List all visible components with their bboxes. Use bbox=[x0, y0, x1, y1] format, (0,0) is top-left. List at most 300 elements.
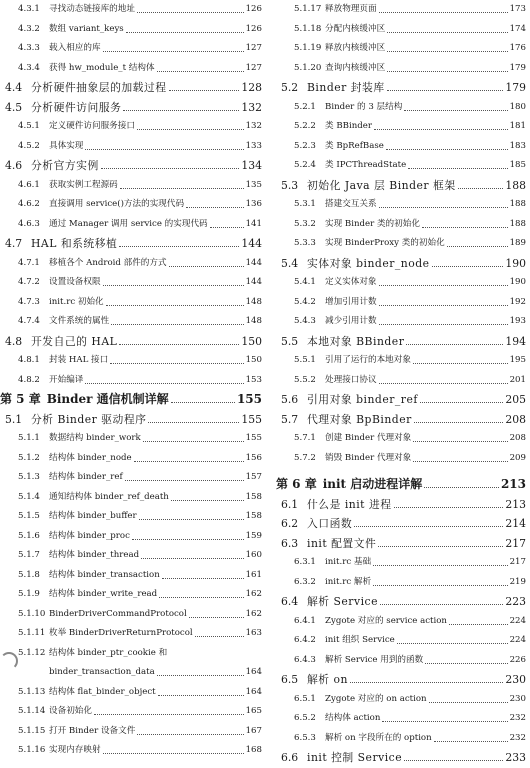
toc-page-number: 132 bbox=[241, 100, 262, 114]
toc-section-entry[interactable] bbox=[276, 748, 526, 768]
toc-subsection-entry[interactable] bbox=[0, 566, 262, 586]
toc-dot-leader bbox=[394, 507, 504, 508]
toc-dot-leader bbox=[413, 441, 507, 442]
toc-subsection-entry[interactable] bbox=[276, 39, 526, 59]
toc-entry-number: 5.1.6 bbox=[18, 530, 40, 541]
toc-subsection-entry[interactable] bbox=[0, 605, 262, 625]
toc-entry-title: HAL 和系统移植 bbox=[31, 237, 118, 250]
toc-entry-number: 5.1.20 bbox=[294, 62, 322, 73]
toc-page-number: 161 bbox=[245, 569, 262, 580]
toc-chapter-entry[interactable] bbox=[0, 390, 262, 410]
toc-subsection-entry[interactable] bbox=[0, 741, 262, 761]
toc-subsection-entry[interactable] bbox=[0, 507, 262, 527]
toc-entry-title: 分析硬件抽象层的加载过程 bbox=[31, 81, 167, 94]
toc-subsection-entry[interactable] bbox=[276, 573, 526, 593]
toc-entry-title: 数据结构 binder_work bbox=[49, 433, 141, 443]
toc-page-number: 167 bbox=[245, 725, 262, 736]
toc-page-number: 217 bbox=[505, 536, 526, 550]
toc-subsection-entry[interactable] bbox=[0, 39, 262, 59]
toc-entry-title: 设置设备权限 bbox=[49, 277, 101, 287]
toc-dot-leader bbox=[106, 305, 244, 306]
toc-page-number: 232 bbox=[509, 732, 526, 743]
toc-entry-title: 实现内存映射 bbox=[49, 745, 101, 755]
toc-subsection-entry[interactable] bbox=[0, 59, 262, 79]
toc-dot-leader bbox=[103, 285, 244, 286]
toc-dot-leader bbox=[413, 461, 507, 462]
toc-entry-number: 5.1.17 bbox=[294, 4, 322, 14]
toc-entry-number: 5.1.13 bbox=[18, 686, 46, 697]
toc-subsection-entry[interactable] bbox=[276, 273, 526, 293]
toc-page-number: 209 bbox=[509, 452, 526, 463]
toc-section-entry[interactable] bbox=[276, 534, 526, 554]
toc-subsection-entry[interactable] bbox=[0, 20, 262, 40]
toc-page-number: 188 bbox=[509, 218, 526, 229]
toc-section-entry[interactable] bbox=[0, 98, 262, 118]
toc-entry-title: Zygote 对应的 on action bbox=[325, 693, 427, 704]
toc-dot-leader bbox=[126, 32, 244, 33]
toc-entry-title: 初始化 Java 层 Binder 框架 bbox=[307, 178, 456, 192]
toc-subsection-entry[interactable] bbox=[276, 709, 526, 729]
toc-subsection-entry[interactable] bbox=[0, 527, 262, 547]
toc-section-entry[interactable] bbox=[0, 332, 262, 352]
toc-entry-number: 5.4 bbox=[281, 256, 299, 270]
toc-entry-title: Binder 通信机制详解 bbox=[46, 392, 169, 406]
toc-entry-title: 文件系统的属性 bbox=[49, 316, 110, 326]
toc-dot-leader bbox=[406, 344, 503, 345]
toc-entry-number: 5.4.3 bbox=[294, 316, 316, 326]
toc-dot-leader bbox=[429, 702, 508, 703]
toc-entry-number: 6.3.1 bbox=[294, 557, 316, 567]
toc-entry-number: 5.7.1 bbox=[294, 433, 316, 443]
toc-subsection-entry[interactable] bbox=[0, 702, 262, 722]
toc-section-entry[interactable] bbox=[276, 514, 526, 534]
toc-page-number: 232 bbox=[509, 713, 526, 723]
toc-entry-title: init 组织 Service bbox=[325, 635, 395, 645]
toc-dot-leader bbox=[397, 643, 508, 644]
toc-page-number: 144 bbox=[245, 257, 262, 268]
toc-entry-title: init 控制 Service bbox=[307, 751, 403, 764]
toc-entry-title: Binder 封装库 bbox=[307, 81, 385, 94]
toc-entry-title: 本地对象 BBinder bbox=[307, 334, 405, 348]
toc-entry-number: 6.2 bbox=[281, 517, 299, 530]
toc-entry-title: 销毁 Binder 代理对象 bbox=[325, 452, 412, 463]
toc-subsection-entry[interactable] bbox=[0, 429, 262, 449]
toc-page-number: 163 bbox=[245, 628, 262, 638]
toc-dot-leader bbox=[103, 51, 244, 52]
toc-entry-title: 开始编译 bbox=[49, 374, 84, 385]
toc-chapter-entry[interactable] bbox=[276, 475, 526, 495]
toc-subsection-entry[interactable] bbox=[0, 312, 262, 332]
toc-subsection-entry[interactable] bbox=[0, 546, 262, 566]
toc-dot-leader bbox=[387, 32, 507, 33]
toc-subsection-entry[interactable] bbox=[0, 371, 262, 391]
toc-entry-number: 5.4.2 bbox=[294, 296, 316, 307]
toc-subsection-entry[interactable] bbox=[276, 553, 526, 573]
toc-entry-number: 5.1.12 bbox=[18, 647, 46, 658]
toc-entry-title: 解析 Service 用到的函数 bbox=[325, 654, 424, 665]
toc-dot-leader bbox=[125, 480, 244, 481]
toc-entry-title: 引用对象 binder_ref bbox=[307, 393, 418, 406]
toc-page-number: 190 bbox=[509, 277, 526, 287]
toc-entry-number: 6.5 bbox=[281, 673, 299, 686]
toc-section-entry[interactable] bbox=[276, 495, 526, 515]
toc-page-number: 160 bbox=[245, 550, 262, 560]
toc-section-entry[interactable] bbox=[0, 156, 262, 176]
toc-page-number: 132 bbox=[245, 121, 262, 131]
toc-dot-leader bbox=[119, 344, 239, 345]
toc-page-number: 135 bbox=[245, 179, 262, 190]
toc-dot-leader bbox=[413, 363, 508, 364]
toc-subsection-entry[interactable] bbox=[0, 488, 262, 508]
toc-entry-number: 6.3 bbox=[281, 536, 299, 550]
toc-dot-leader bbox=[137, 12, 244, 13]
toc-subsection-entry[interactable] bbox=[0, 468, 262, 488]
toc-page-number: 136 bbox=[245, 199, 262, 209]
toc-page-number: 164 bbox=[245, 667, 262, 677]
toc-entry-title: 实现 Binder 类的初始化 bbox=[325, 218, 420, 229]
toc-entry-title: 分析官方实例 bbox=[31, 159, 99, 172]
toc-page-number: 157 bbox=[245, 472, 262, 482]
toc-dot-leader bbox=[408, 168, 507, 169]
toc-entry-number: 4.3.2 bbox=[18, 23, 40, 34]
toc-subsection-entry[interactable] bbox=[276, 690, 526, 710]
toc-entry-title: 减少引用计数 bbox=[325, 316, 377, 326]
toc-entry-number: 4.8 bbox=[5, 334, 23, 348]
toc-section-entry[interactable] bbox=[276, 254, 526, 274]
toc-entry-number: 4.6 bbox=[5, 159, 23, 172]
toc-section-entry[interactable] bbox=[0, 78, 262, 98]
toc-subsection-entry[interactable] bbox=[0, 254, 262, 274]
toc-entry-number: 5.5 bbox=[281, 334, 299, 348]
toc-subsection-entry[interactable] bbox=[276, 195, 526, 215]
toc-entry-title: 解析 on 字段所在的 option bbox=[325, 732, 432, 743]
toc-subsection-entry[interactable] bbox=[0, 137, 262, 157]
toc-dot-leader bbox=[195, 636, 244, 637]
toc-section-entry[interactable] bbox=[0, 234, 262, 254]
toc-entry-title: 结构体 binder_node bbox=[49, 452, 132, 463]
toc-dot-leader bbox=[379, 207, 508, 208]
toc-page-number: 144 bbox=[241, 237, 262, 250]
toc-page-number: 208 bbox=[505, 412, 526, 426]
toc-page-number: 148 bbox=[245, 316, 262, 326]
toc-subsection-entry[interactable] bbox=[276, 234, 526, 254]
toc-dot-leader bbox=[103, 753, 244, 754]
toc-page-number: 150 bbox=[245, 355, 262, 365]
toc-subsection-entry[interactable] bbox=[0, 663, 262, 683]
toc-subsection-entry[interactable] bbox=[276, 429, 526, 449]
toc-entry-title: 搭建交互关系 bbox=[325, 199, 377, 209]
toc-entry-number: 4.6.2 bbox=[18, 199, 40, 209]
toc-page-number: 127 bbox=[245, 43, 262, 53]
toc-page-number: 205 bbox=[505, 393, 526, 406]
toc-entry-number: 4.8.1 bbox=[18, 355, 40, 365]
toc-subsection-entry[interactable] bbox=[276, 0, 526, 20]
toc-right-column bbox=[276, 0, 526, 768]
toc-dot-leader bbox=[85, 149, 243, 150]
toc-entry-title: init.rc 解析 bbox=[325, 576, 372, 587]
toc-subsection-entry[interactable] bbox=[276, 312, 526, 332]
toc-entry-number: 4.5.1 bbox=[18, 121, 40, 131]
toc-dot-leader bbox=[171, 402, 235, 403]
toc-dot-leader bbox=[110, 363, 243, 364]
toc-subsection-entry[interactable] bbox=[276, 293, 526, 313]
toc-page-number: 144 bbox=[245, 277, 262, 287]
toc-entry-number: 5.1.2 bbox=[18, 452, 40, 463]
toc-subsection-entry[interactable] bbox=[276, 20, 526, 40]
toc-subsection-entry[interactable] bbox=[0, 215, 262, 235]
toc-entry-title: 数组 variant_keys bbox=[49, 23, 124, 34]
toc-entry-title: 代理对象 BpBinder bbox=[307, 412, 412, 426]
toc-page-number: 134 bbox=[241, 159, 262, 172]
toc-page-number: 213 bbox=[505, 497, 526, 511]
toc-page-number: 179 bbox=[505, 81, 526, 94]
toc-subsection-entry[interactable] bbox=[276, 117, 526, 137]
toc-entry-title: 引用了运行的本地对象 bbox=[325, 355, 411, 365]
toc-subsection-entry[interactable] bbox=[276, 59, 526, 79]
toc-page-number: 223 bbox=[505, 595, 526, 608]
toc-dot-leader bbox=[132, 539, 244, 540]
toc-entry-number: 5.1.18 bbox=[294, 23, 322, 34]
toc-page-number: 168 bbox=[245, 745, 262, 755]
toc-entry-title: 获得 hw_module_t 结构体 bbox=[49, 62, 155, 73]
toc-entry-title: 结构体 flat_binder_object bbox=[49, 686, 156, 697]
toc-page-number: 176 bbox=[509, 43, 526, 53]
toc-entry-title: 结构体 binder_proc bbox=[49, 530, 130, 541]
toc-section-entry[interactable] bbox=[276, 78, 526, 98]
toc-entry-title: 设备初始化 bbox=[49, 706, 92, 716]
toc-dot-leader bbox=[422, 227, 508, 228]
toc-dot-leader bbox=[414, 422, 504, 423]
toc-entry-number: 5.1.7 bbox=[18, 550, 40, 560]
toc-subsection-entry[interactable] bbox=[276, 351, 526, 371]
toc-page-number: 219 bbox=[509, 576, 526, 587]
toc-dot-leader bbox=[169, 266, 244, 267]
toc-page-number: 201 bbox=[509, 374, 526, 385]
toc-dot-leader bbox=[379, 324, 508, 325]
toc-page-number: 183 bbox=[509, 140, 526, 151]
toc-page-number: 126 bbox=[245, 23, 262, 34]
toc-dot-leader bbox=[210, 227, 244, 228]
toc-entry-number: 5.2.1 bbox=[294, 101, 316, 112]
toc-subsection-entry[interactable] bbox=[276, 729, 526, 749]
toc-subsection-entry[interactable] bbox=[0, 293, 262, 313]
toc-subsection-entry[interactable] bbox=[0, 195, 262, 215]
toc-dot-leader bbox=[139, 519, 244, 520]
toc-dot-leader bbox=[373, 585, 508, 586]
toc-subsection-entry[interactable] bbox=[0, 449, 262, 469]
toc-page-number: 156 bbox=[245, 452, 262, 463]
toc-dot-leader bbox=[379, 383, 508, 384]
toc-entry-number: 5.1.5 bbox=[18, 511, 40, 521]
toc-page-number: 208 bbox=[509, 433, 526, 443]
toc-entry-number: 5.1.9 bbox=[18, 589, 40, 599]
toc-dot-leader bbox=[120, 188, 244, 189]
toc-subsection-entry[interactable] bbox=[0, 683, 262, 703]
toc-entry-number: 4.7.4 bbox=[18, 316, 40, 326]
toc-entry-number: 6.5.2 bbox=[294, 713, 316, 723]
toc-dot-leader bbox=[373, 565, 508, 566]
toc-section-entry[interactable] bbox=[276, 176, 526, 196]
toc-page-number: 185 bbox=[509, 160, 526, 170]
toc-page-number: 155 bbox=[241, 412, 262, 426]
toc-dot-leader bbox=[447, 246, 508, 247]
toc-dot-leader bbox=[382, 721, 507, 722]
toc-page-number: 133 bbox=[245, 140, 262, 151]
toc-page-number: 165 bbox=[245, 706, 262, 716]
toc-page-number: 188 bbox=[505, 178, 526, 192]
toc-entry-number: 5.7 bbox=[281, 412, 299, 426]
toc-entry-title: 实体对象 binder_node bbox=[307, 256, 430, 270]
toc-dot-leader bbox=[404, 110, 507, 111]
toc-subsection-entry[interactable] bbox=[0, 624, 262, 644]
toc-subsection-entry[interactable] bbox=[276, 98, 526, 118]
toc-subsection-entry[interactable] bbox=[276, 137, 526, 157]
toc-entry-number: 4.4 bbox=[5, 81, 23, 94]
toc-subsection-entry[interactable] bbox=[0, 176, 262, 196]
toc-subsection-entry[interactable] bbox=[0, 351, 262, 371]
toc-section-entry[interactable] bbox=[0, 410, 262, 430]
toc-entry-number: 4.5 bbox=[5, 100, 23, 114]
toc-dot-leader bbox=[159, 597, 243, 598]
toc-dot-leader bbox=[157, 675, 244, 676]
toc-page-number: 193 bbox=[509, 316, 526, 326]
toc-entry-number: 6.5.1 bbox=[294, 693, 316, 704]
toc-dot-leader bbox=[420, 402, 504, 403]
toc-spacer bbox=[276, 468, 526, 475]
toc-subsection-entry[interactable] bbox=[0, 722, 262, 742]
toc-page-number: 162 bbox=[245, 589, 262, 599]
toc-section-entry[interactable] bbox=[276, 390, 526, 410]
toc-entry-number: 5.1.15 bbox=[18, 725, 46, 736]
toc-entry-title: 通过 Manager 调用 service 的实现代码 bbox=[49, 218, 208, 229]
toc-dot-leader bbox=[387, 90, 504, 91]
toc-page-number: 192 bbox=[509, 296, 526, 307]
toc-dot-leader bbox=[186, 207, 244, 208]
toc-entry-number: 6.4.3 bbox=[294, 654, 316, 665]
toc-entry-title: Zygote 对应的 service action bbox=[325, 615, 447, 626]
toc-dot-leader bbox=[354, 526, 503, 527]
toc-subsection-entry[interactable] bbox=[276, 631, 526, 651]
toc-subsection-entry[interactable] bbox=[276, 612, 526, 632]
toc-entry-title: 入口函数 bbox=[307, 517, 353, 530]
toc-dot-leader bbox=[111, 324, 243, 325]
toc-page-number: 190 bbox=[505, 256, 526, 270]
toc-page-number: 233 bbox=[505, 751, 526, 764]
toc-entry-number: 6.4 bbox=[281, 595, 299, 608]
toc-entry-number: 4.3.3 bbox=[18, 43, 40, 53]
toc-dot-leader bbox=[119, 246, 239, 247]
toc-entry-title: 开发自己的 HAL bbox=[31, 334, 118, 348]
toc-entry-title: init 配置文件 bbox=[307, 536, 377, 550]
toc-page-number: 150 bbox=[241, 334, 262, 348]
toc-entry-number: 4.7 bbox=[5, 237, 23, 250]
toc-dot-leader bbox=[425, 663, 507, 664]
toc-entry-title: 增加引用计数 bbox=[325, 296, 377, 307]
toc-dot-leader bbox=[350, 682, 503, 683]
toc-dot-leader bbox=[424, 487, 499, 488]
toc-section-entry[interactable] bbox=[276, 670, 526, 690]
toc-entry-number: 5.6 bbox=[281, 393, 299, 406]
toc-page-number: 180 bbox=[509, 101, 526, 112]
toc-section-entry[interactable] bbox=[276, 332, 526, 352]
toc-page-number: 194 bbox=[505, 334, 526, 348]
toc-dot-leader bbox=[148, 422, 239, 423]
toc-subsection-entry[interactable] bbox=[276, 215, 526, 235]
toc-section-entry[interactable] bbox=[276, 410, 526, 430]
toc-subsection-entry[interactable] bbox=[276, 651, 526, 671]
toc-page-number: 195 bbox=[509, 355, 526, 365]
toc-entry-number: 4.7.3 bbox=[18, 296, 40, 307]
toc-dot-leader bbox=[94, 714, 244, 715]
toc-entry-number: 5.3.1 bbox=[294, 199, 316, 209]
toc-entry-number: 5.1.14 bbox=[18, 706, 46, 716]
toc-entry-number: 5.2.2 bbox=[294, 121, 316, 131]
toc-entry-title: 解析 Service bbox=[307, 595, 378, 608]
toc-page-number: 164 bbox=[245, 686, 262, 697]
toc-entry-title: 什么是 init 进程 bbox=[307, 497, 392, 511]
toc-page-number: 162 bbox=[245, 608, 262, 619]
toc-entry-title: 结构体 binder_ptr_cookie 和 bbox=[49, 647, 168, 658]
toc-entry-title: 载入相应的库 bbox=[49, 43, 101, 53]
toc-subsection-entry[interactable] bbox=[276, 156, 526, 176]
toc-entry-number: 5.2.4 bbox=[294, 160, 316, 170]
toc-dot-leader bbox=[458, 188, 504, 189]
toc-dot-leader bbox=[162, 578, 244, 579]
toc-entry-title: 寻找动态链接库的地址 bbox=[49, 4, 135, 14]
toc-page-number: 230 bbox=[505, 673, 526, 686]
toc-entry-number: 4.7.1 bbox=[18, 257, 40, 268]
toc-entry-number: 4.5.2 bbox=[18, 140, 40, 151]
toc-subsection-entry[interactable] bbox=[276, 449, 526, 469]
toc-page-number: 158 bbox=[245, 511, 262, 521]
toc-page-number: 179 bbox=[509, 62, 526, 73]
toc-page-number: 224 bbox=[509, 635, 526, 645]
toc-entry-title: 定义实体对象 bbox=[325, 277, 377, 287]
toc-subsection-entry[interactable] bbox=[0, 273, 262, 293]
toc-subsection-entry[interactable] bbox=[0, 0, 262, 20]
toc-subsection-entry[interactable] bbox=[276, 371, 526, 391]
toc-subsection-entry[interactable] bbox=[0, 117, 262, 137]
toc-dot-leader bbox=[123, 110, 239, 111]
toc-subsection-entry[interactable] bbox=[0, 585, 262, 605]
toc-entry-number: 6.4.2 bbox=[294, 635, 316, 645]
toc-entry-title: 结构体 binder_thread bbox=[49, 550, 140, 560]
toc-dot-leader bbox=[387, 71, 507, 72]
toc-entry-title: 通知结构体 binder_ref_death bbox=[49, 491, 169, 502]
toc-dot-leader bbox=[379, 305, 508, 306]
toc-entry-number: 5.3 bbox=[281, 178, 299, 192]
toc-subsection-entry[interactable] bbox=[0, 644, 262, 664]
toc-page-number: 188 bbox=[509, 199, 526, 209]
toc-page-number: 141 bbox=[245, 218, 262, 229]
toc-entry-title: 查询内核缓冲区 bbox=[325, 62, 386, 73]
toc-entry-number: 5.2.3 bbox=[294, 140, 316, 151]
toc-page-number: 127 bbox=[245, 62, 262, 73]
toc-page-number: 155 bbox=[236, 392, 262, 406]
toc-page-number: 217 bbox=[509, 557, 526, 567]
toc-entry-number: 5.7.2 bbox=[294, 452, 316, 463]
toc-page-number: 213 bbox=[500, 477, 526, 491]
toc-entry-title: 解析 on bbox=[307, 673, 348, 686]
toc-entry-number: 5.1.3 bbox=[18, 472, 40, 482]
toc-section-entry[interactable] bbox=[276, 592, 526, 612]
toc-dot-leader bbox=[404, 760, 503, 761]
toc-entry-number: 6.3.2 bbox=[294, 576, 316, 587]
toc-entry-title: binder_transaction_data bbox=[49, 667, 155, 677]
toc-entry-title: init.rc 基础 bbox=[325, 557, 372, 567]
toc-page-number: 230 bbox=[509, 693, 526, 704]
toc-page-number: 224 bbox=[509, 615, 526, 626]
